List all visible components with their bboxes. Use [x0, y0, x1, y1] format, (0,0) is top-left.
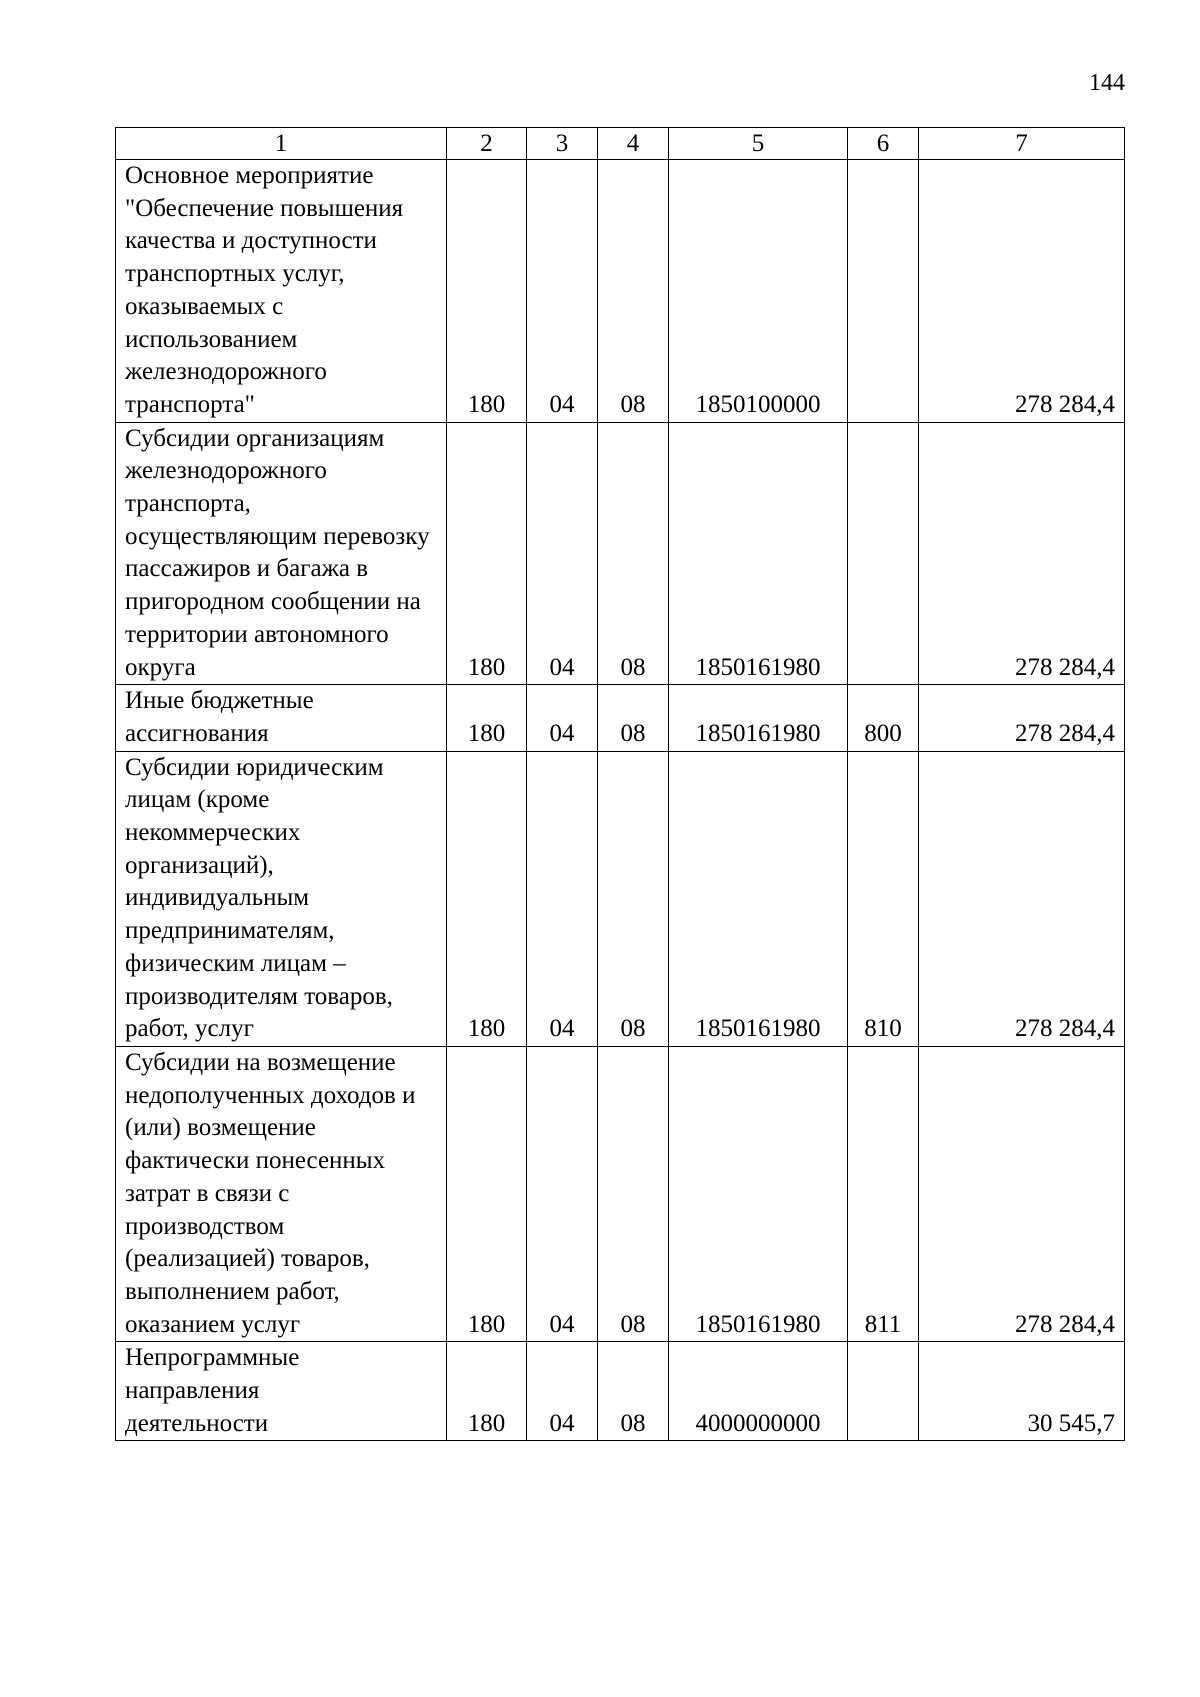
cell-admin-code: 180 [447, 1342, 527, 1441]
column-header-2: 2 [447, 128, 527, 160]
cell-amount: 278 284,4 [919, 751, 1125, 1046]
cell-target-article: 1850161980 [669, 685, 848, 751]
column-header-4: 4 [598, 128, 669, 160]
cell-amount: 278 284,4 [919, 160, 1125, 423]
table-row [116, 160, 1125, 423]
page-number: 144 [1089, 70, 1125, 96]
cell-expense-type: 810 [848, 751, 919, 1046]
cell-subsection: 08 [598, 685, 669, 751]
cell-amount: 278 284,4 [919, 1046, 1125, 1341]
table-row [116, 685, 1125, 751]
cell-section: 04 [527, 1046, 598, 1341]
cell-subsection: 08 [598, 751, 669, 1046]
row-name: Субсидии организациям железнодорожного транспорта, осуществляющим перевозку пассажиров и багажа в пригородном сообщении на территории автономного округа [116, 422, 447, 685]
cell-expense-type [848, 422, 919, 685]
table-row [116, 1046, 1125, 1341]
cell-target-article: 1850161980 [669, 751, 848, 1046]
column-header-6: 6 [848, 128, 919, 160]
cell-admin-code: 180 [447, 1046, 527, 1341]
row-name: Иные бюджетные ассигнования [116, 685, 447, 751]
column-header-1: 1 [116, 128, 447, 160]
cell-target-article: 1850100000 [669, 160, 848, 423]
cell-expense-type: 800 [848, 685, 919, 751]
table-row [116, 422, 1125, 685]
cell-subsection: 08 [598, 1046, 669, 1341]
row-name: Субсидии юридическим лицам (кроме некоммерческих организаций), индивидуальным предпринимателям, физическим лицам – производителям товаров, работ, услуг [116, 751, 447, 1046]
cell-subsection: 08 [598, 1342, 669, 1441]
cell-target-article: 1850161980 [669, 422, 848, 685]
column-header-7: 7 [919, 128, 1125, 160]
cell-target-article: 1850161980 [669, 1046, 848, 1341]
cell-expense-type [848, 1342, 919, 1441]
cell-subsection: 08 [598, 422, 669, 685]
cell-subsection: 08 [598, 160, 669, 423]
cell-admin-code: 180 [447, 422, 527, 685]
cell-admin-code: 180 [447, 160, 527, 423]
cell-section: 04 [527, 685, 598, 751]
cell-target-article: 4000000000 [669, 1342, 848, 1441]
row-name: Непрограммные направления деятельности [116, 1342, 447, 1441]
cell-expense-type [848, 160, 919, 423]
cell-section: 04 [527, 1342, 598, 1441]
cell-admin-code: 180 [447, 685, 527, 751]
cell-amount: 30 545,7 [919, 1342, 1125, 1441]
row-name: Субсидии на возмещение недополученных доходов и (или) возмещение фактически понесенных затрат в связи с производством (реализацией) товаров, выполнением работ, оказанием услуг [116, 1046, 447, 1341]
cell-section: 04 [527, 751, 598, 1046]
cell-amount: 278 284,4 [919, 422, 1125, 685]
cell-section: 04 [527, 422, 598, 685]
table-row [116, 751, 1125, 1046]
budget-table [115, 127, 1125, 1441]
cell-amount: 278 284,4 [919, 685, 1125, 751]
column-header-3: 3 [527, 128, 598, 160]
table-row [116, 1342, 1125, 1441]
header-row [116, 128, 1125, 160]
row-name: Основное мероприятие "Обеспечение повышения качества и доступности транспортных услуг, оказываемых с использованием железнодорожного транспорта" [116, 160, 447, 423]
cell-expense-type: 811 [848, 1046, 919, 1341]
cell-section: 04 [527, 160, 598, 423]
cell-admin-code: 180 [447, 751, 527, 1046]
column-header-5: 5 [669, 128, 848, 160]
